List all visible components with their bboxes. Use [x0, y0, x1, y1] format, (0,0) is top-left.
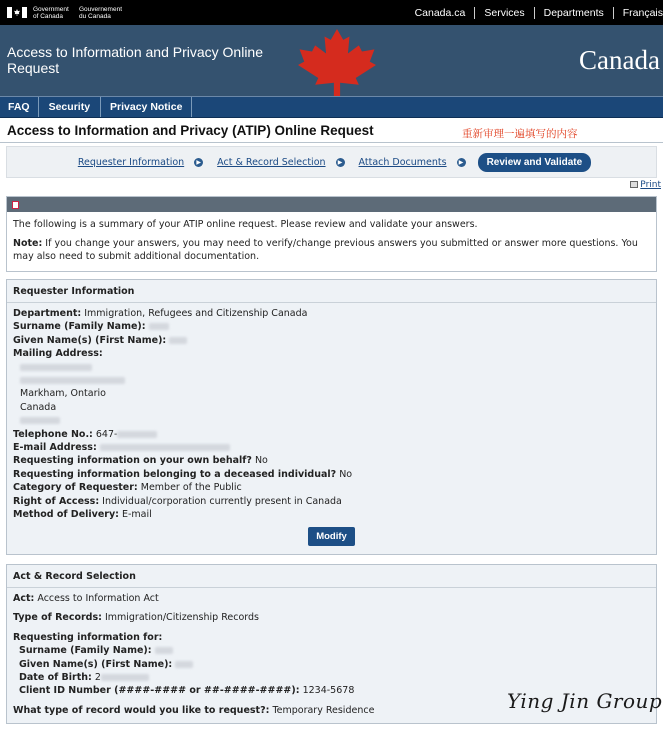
- link-canada-ca[interactable]: Canada.ca: [414, 6, 466, 19]
- section-heading: Act & Record Selection: [7, 565, 656, 588]
- print-row: [0, 180, 663, 194]
- nav-faq[interactable]: FAQ: [0, 97, 39, 117]
- nav-security[interactable]: Security: [39, 97, 101, 117]
- print-link[interactable]: Print: [640, 180, 661, 190]
- site-banner: [0, 25, 663, 96]
- document-icon: [12, 201, 19, 209]
- modify-button[interactable]: Modify: [308, 527, 355, 546]
- type-of-records-value: Immigration/Citizenship Records: [104, 612, 259, 624]
- redacted-value: [20, 364, 92, 371]
- step-arrow-icon: ▶: [194, 158, 203, 167]
- step-attach-documents[interactable]: Attach Documents: [358, 156, 447, 168]
- link-francais[interactable]: Français: [622, 6, 663, 19]
- given-name-label: Given Name(s) (First Name):: [13, 334, 167, 346]
- deceased-value: No: [339, 468, 353, 480]
- department-value: Immigration, Refugees and Citizenship Canada: [84, 308, 308, 319]
- watermark-text: Ying Jin Group: [507, 689, 663, 713]
- mailing-address-label: Mailing Address:: [13, 348, 103, 360]
- redacted-value: [100, 444, 230, 451]
- canada-wordmark: Canada: [579, 45, 660, 75]
- section-heading: Requester Information: [7, 280, 656, 303]
- address-country: Canada: [20, 401, 57, 413]
- redacted-value: [101, 674, 149, 681]
- note-label: Note:: [13, 238, 43, 249]
- record-type-label: What type of record would you like to request?:: [13, 704, 270, 716]
- requester-information-section: [6, 279, 657, 555]
- date-of-birth-value: 2: [94, 672, 101, 684]
- nav-privacy-notice[interactable]: Privacy Notice: [101, 97, 192, 117]
- main-nav: [0, 96, 663, 118]
- top-links: [406, 7, 663, 19]
- delivery-value: E-mail: [122, 509, 152, 521]
- own-behalf-value: No: [254, 455, 268, 467]
- surname-label: Surname (Family Name):: [19, 645, 152, 657]
- page-title: Access to Information and Privacy (ATIP) Online Request: [7, 122, 374, 138]
- requesting-for-label: Requesting information for:: [13, 631, 163, 643]
- site-title: Access to Information and Privacy Online Request: [7, 44, 264, 76]
- department-label: Department:: [13, 308, 82, 319]
- redacted-value: [20, 377, 125, 384]
- summary-box: [6, 196, 657, 272]
- government-bar: [0, 0, 663, 25]
- redacted-value: [20, 417, 60, 424]
- record-type-value: Temporary Residence: [272, 704, 375, 716]
- maple-leaf-icon: [298, 29, 376, 96]
- step-arrow-icon: ▶: [457, 158, 466, 167]
- printer-icon: [630, 181, 638, 188]
- category-label: Category of Requester:: [13, 482, 138, 494]
- given-name-label: Given Name(s) (First Name):: [19, 658, 173, 670]
- summary-intro: The following is a summary of your ATIP online request. Please review and validate your answers.: [13, 219, 478, 230]
- step-act-record-selection[interactable]: Act & Record Selection: [217, 156, 326, 168]
- link-services[interactable]: Services: [484, 6, 525, 19]
- redacted-value: [117, 431, 157, 438]
- summary-note: [13, 237, 650, 263]
- address-city: Markham, Ontario: [20, 388, 106, 400]
- right-of-access-label: Right of Access:: [13, 495, 100, 507]
- category-value: Member of the Public: [140, 482, 242, 494]
- telephone-label: Telephone No.:: [13, 428, 93, 440]
- email-label: E-mail Address:: [13, 442, 97, 454]
- deceased-label: Requesting information belonging to a deceased individual?: [13, 468, 337, 480]
- redacted-value: [155, 647, 173, 654]
- step-review-and-validate[interactable]: Review and Validate: [478, 153, 592, 172]
- progress-steps: [6, 146, 657, 178]
- summary-header: [7, 197, 656, 212]
- redacted-value: [169, 337, 187, 344]
- right-of-access-value: Individual/corporation currently present in Canada: [102, 495, 342, 507]
- note-text: If you change your answers, you may need to verify/change previous answers you submitted or answer more questions. You may also need to submit additional documentation.: [13, 238, 638, 262]
- redacted-value: [175, 661, 193, 668]
- own-behalf-label: Requesting information on your own behalf?: [13, 455, 252, 467]
- act-label: Act:: [13, 593, 35, 604]
- surname-label: Surname (Family Name):: [13, 321, 146, 333]
- annotation-note: 重新审理一遍填写的内容: [462, 128, 578, 140]
- date-of-birth-label: Date of Birth:: [19, 672, 92, 684]
- link-departments[interactable]: Departments: [543, 6, 604, 19]
- canada-flag-icon: [7, 7, 27, 18]
- type-of-records-label: Type of Records:: [13, 612, 102, 624]
- client-id-label: Client ID Number (####-#### or ##-####-####):: [19, 685, 300, 697]
- summary-body: [7, 212, 656, 263]
- client-id-value: 1234-5678: [302, 685, 355, 697]
- redacted-value: [149, 323, 169, 330]
- section-body: [7, 303, 656, 552]
- telephone-value: 647-: [95, 428, 118, 440]
- government-name-fr: Gouvernement du Canada: [79, 5, 122, 20]
- step-arrow-icon: ▶: [336, 158, 345, 167]
- act-value: Access to Information Act: [37, 593, 159, 604]
- title-row: [0, 118, 663, 143]
- step-requester-information[interactable]: Requester Information: [77, 156, 185, 168]
- delivery-label: Method of Delivery:: [13, 509, 119, 521]
- government-name-en: Government of Canada: [33, 5, 69, 20]
